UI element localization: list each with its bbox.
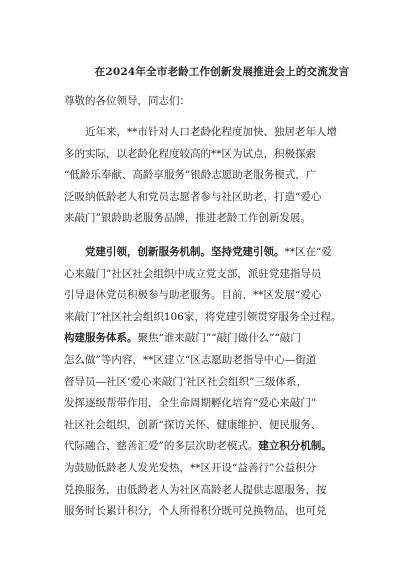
body-text: 近年来，**市针对人口老龄化程度加快、独居老年人增 [85, 126, 337, 138]
body-text: 泛吸纳低龄老人和党员志愿者参与社区助老，打造“爱心 [64, 190, 322, 203]
text-line [64, 350, 380, 372]
body-text: 督导员—社区‘爱心来敲门’社区社会组织”三级体系， [64, 375, 308, 388]
document-title: 在2024年全市老龄工作创新发展推进会上的交流发言 [94, 66, 350, 78]
paragraph-intro [64, 122, 380, 230]
bold-heading-text: 党建引领，创新服务机制。坚持党建引领。 [85, 245, 285, 258]
text-line [64, 165, 380, 187]
body-text: 怎么做”等内容，**区建立“区志愿助老指导中心—街道 [64, 353, 317, 366]
text-line [64, 393, 380, 415]
greeting-line: 尊敬的各位领导，同志们： [64, 95, 190, 107]
text-line [64, 328, 380, 350]
bold-heading-text: 构建服务体系。 [64, 332, 138, 345]
body-text: 来敲门”银龄助老服务品牌，推进老龄工作创新发展。 [64, 212, 311, 225]
text-line [64, 144, 380, 166]
text-line [64, 415, 380, 437]
body-text: 发挥逐级帮带作用，全生命周期孵化培育“爱心来敲门” [64, 397, 317, 410]
text-line [64, 501, 380, 523]
body-text: 为鼓励低龄老人发光发热，**区开设“益善行”公益积分 [64, 461, 317, 474]
body-text: 多的实际，以老龄化程度较高的**区为试点，积极探索 [64, 147, 316, 160]
text-line [64, 436, 380, 458]
text-line [64, 208, 380, 230]
text-line [64, 285, 380, 307]
bold-heading-text: 建立积分机制。 [258, 440, 332, 453]
text-line [64, 480, 380, 502]
text-line [64, 307, 380, 329]
body-text: 代际融合、慈善汇爱”的多层次助老模式。 [64, 440, 259, 453]
body-text: 聚焦“谁来敲门”“敲门做什么”“敲门 [137, 332, 301, 345]
body-text: 服务时长累计积分，个人所得积分既可兑换物品，也可兑 [64, 505, 327, 518]
body-text: 社区社会组织，创新“探访关怀、健康维护、便民服务、 [64, 418, 322, 431]
paragraph-party-building [64, 242, 380, 523]
text-line [64, 242, 380, 264]
body-text: 引导退休党员积极参与助老服务。目前，**区发展“爱心 [64, 289, 322, 302]
text-line [64, 187, 380, 209]
text-line [64, 372, 380, 394]
body-text: 兑换服务，由低龄老人为社区高龄老人提供志愿服务，按 [64, 483, 327, 496]
text-line [64, 122, 380, 144]
body-text: **区在“爱 [284, 245, 332, 258]
body-text: 来敲门”社区社会组织106家，将党建引领贯穿服务全过程。 [64, 310, 342, 323]
text-line [64, 264, 380, 286]
body-text: “低龄乐奉献、高龄享服务”银龄志愿助老服务模式，广 [64, 169, 317, 182]
text-line [64, 458, 380, 480]
body-text: 心来敲门”社区社会组织中成立党支部，派驻党建指导员 [64, 267, 322, 280]
